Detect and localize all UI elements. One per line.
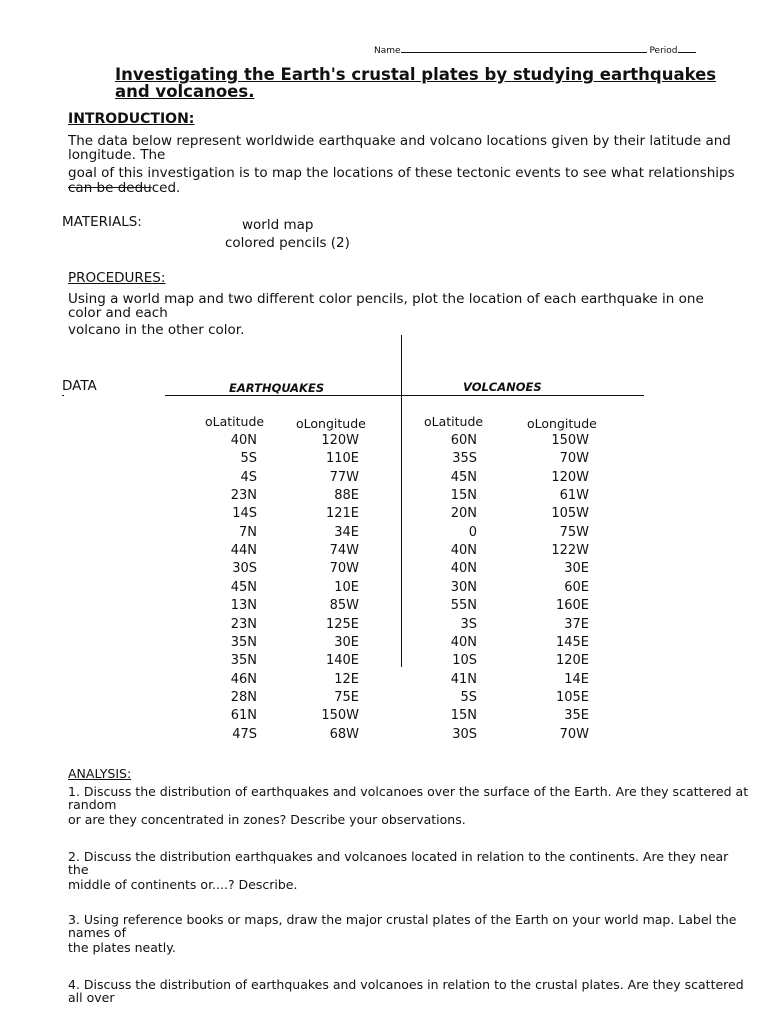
vol-latitude-cell: 30S (452, 726, 477, 742)
analysis-heading: ANALYSIS: (68, 766, 132, 781)
analysis-question-4 (68, 978, 744, 1004)
eq-longitude-cell: 10E (334, 579, 359, 595)
page-title (115, 66, 716, 100)
q3-line-1: 3. Using reference books or maps, draw the major crustal plates of the Earth on your world map. Label the (68, 912, 737, 927)
eq-longitude-heading: oLongitude (296, 416, 366, 431)
q1-line-2: random (68, 797, 117, 812)
vol-longitude-cell: 120W (551, 469, 589, 485)
q4-line-2: all over (68, 990, 115, 1005)
analysis-question-3 (68, 913, 737, 954)
table-divider (401, 335, 402, 667)
eq-longitude-cell: 34E (334, 524, 359, 540)
q2-line-3: middle of continents or....? Describe. (68, 877, 298, 892)
eq-longitude-cell: 110E (325, 451, 359, 467)
eq-longitude-cell: 140E (325, 653, 359, 669)
eq-latitude-cell: 61N (230, 708, 257, 724)
vol-longitude-heading: oLongitude (527, 416, 597, 431)
procedures-line-2: color and each (68, 305, 168, 321)
analysis-question-2 (68, 850, 728, 891)
eq-latitude-cell: 35N (230, 634, 257, 650)
procedures-text (68, 292, 704, 337)
name-field[interactable] (374, 44, 696, 56)
vol-longitude-cell: 145E (555, 634, 589, 650)
eq-longitude-cell: 12E (334, 671, 359, 687)
materials-label: MATERIALS: (62, 214, 142, 230)
eq-longitude-cell: 70W (329, 561, 359, 577)
eq-latitude-cell: 35N (230, 653, 257, 669)
vol-longitude-cell: 35E (564, 708, 589, 724)
vol-latitude-cell: 60N (450, 433, 477, 448)
q3-line-2: names of (68, 925, 126, 940)
eq-longitude-cell: 150W (321, 708, 359, 724)
eq-longitude-cell: 120W (321, 433, 359, 448)
introduction-text (68, 134, 735, 195)
name-blank[interactable] (401, 44, 647, 53)
vol-latitude-cell: 40N (450, 543, 477, 559)
intro-line-3: goal of this investigation is to map the locations of these tectonic events to see what relationships (68, 165, 735, 181)
vol-latitude-cell: 40N (450, 561, 477, 577)
eq-latitude-heading: oLatitude (205, 414, 265, 429)
eq-longitude-cell: 121E (325, 506, 359, 522)
period-label: Period (649, 46, 678, 56)
vol-latitude-cell: 20N (450, 506, 477, 522)
vol-latitude-cell: 10S (452, 653, 477, 669)
intro-rest-text: ced. (151, 180, 181, 196)
vol-longitude-cell: 61W (559, 488, 589, 504)
vol-latitude-cell: 5S (460, 689, 477, 705)
eq-longitude-cell: 88E (334, 488, 359, 504)
title-line-2: and volcanoes. (115, 82, 255, 101)
vol-longitude-cell: 70W (559, 726, 589, 742)
eq-latitude-cell: 30S (232, 561, 257, 577)
eq-latitude-cell: 46N (230, 671, 257, 687)
vol-latitude-cell: 15N (450, 488, 477, 504)
eq-longitude-cell: 68W (329, 726, 359, 742)
vol-longitude-cell: 30E (564, 561, 589, 577)
vol-latitude-cell: 41N (450, 671, 477, 687)
procedures-heading: PROCEDURES: (68, 270, 166, 286)
q3-line-3: the plates neatly. (68, 940, 176, 955)
eq-latitude-cell: 14S (232, 506, 257, 522)
eq-longitude-cell: 75E (334, 689, 359, 705)
q2-line-2: the (68, 862, 89, 877)
vol-longitude-cell: 122W (551, 543, 589, 559)
vol-latitude-cell: 0 (468, 524, 477, 540)
eq-latitude-cell: 44N (230, 543, 257, 559)
vol-longitude-cell: 75W (559, 524, 589, 540)
q1-line-3: or are they concentrated in zones? Describe your observations. (68, 812, 466, 827)
eq-longitude-cell: 125E (325, 616, 359, 632)
vol-latitude-cell: 35S (452, 451, 477, 467)
eq-longitude-cell: 74W (329, 543, 359, 559)
vol-latitude-cell: 40N (450, 634, 477, 650)
vol-latitude-heading: oLatitude (424, 414, 484, 429)
q2-line-1: 2. Discuss the distribution earthquakes and volcanoes located in relation to the continents. Are they near (68, 849, 729, 864)
intro-struck-text: can be dedu (68, 180, 152, 196)
eq-latitude-cell: 7N (239, 524, 257, 540)
title-line-1: Investigating the Earth's crustal plates by studying earthquakes (115, 65, 717, 84)
materials-item-world-map: world map (242, 217, 314, 233)
vol-longitude-cell: 105W (551, 506, 589, 522)
vol-longitude-cell: 14E (564, 671, 589, 687)
vol-latitude-cell: 3S (460, 616, 477, 632)
eq-latitude-cell: 45N (230, 579, 257, 595)
period-blank[interactable] (678, 44, 696, 53)
eq-latitude-cell: 13N (230, 598, 257, 614)
intro-line-4 (68, 181, 735, 195)
eq-longitude-cell: 85W (329, 598, 359, 614)
materials-item-colored-pencils: colored pencils (2) (225, 235, 350, 251)
data-label: DATA (62, 378, 97, 394)
eq-latitude-cell: 4S (240, 469, 257, 485)
vol-longitude-cell: 150W (551, 433, 589, 448)
vol-latitude-cell: 55N (450, 598, 477, 614)
vol-latitude-cell: 45N (450, 469, 477, 485)
vol-longitude-cell: 160E (555, 598, 589, 614)
eq-longitude-cell: 30E (334, 634, 359, 650)
eq-latitude-cell: 23N (230, 616, 257, 632)
earthquakes-heading: EARTHQUAKES (229, 381, 325, 395)
eq-latitude-cell: 47S (232, 726, 257, 742)
q1-line-1: 1. Discuss the distribution of earthquakes and volcanoes over the surface of the Earth. Are they scattered at (68, 784, 749, 799)
vol-latitude-cell: 30N (450, 579, 477, 595)
intro-line-2: longitude. The (68, 147, 166, 163)
eq-latitude-cell: 28N (230, 689, 257, 705)
data-label-underline (62, 395, 64, 396)
q4-line-1: 4. Discuss the distribution of earthquakes and volcanoes in relation to the crustal plates. Are they scattered (68, 977, 744, 992)
vol-longitude-cell: 70W (559, 451, 589, 467)
eq-latitude-cell: 23N (230, 488, 257, 504)
eq-latitude-cell: 5S (240, 451, 257, 467)
eq-longitude-cell: 77W (329, 469, 359, 485)
procedures-line-3: volcano in the other color. (68, 322, 245, 338)
vol-longitude-cell: 60E (564, 579, 589, 595)
procedures-line-1: Using a world map and two different color pencils, plot the location of each earthquake in one (68, 291, 704, 307)
analysis-question-1 (68, 785, 748, 826)
intro-line-1: The data below represent worldwide earthquake and volcano locations given by their latitude and (68, 133, 731, 149)
eq-latitude-cell: 40N (230, 433, 257, 448)
introduction-heading: INTRODUCTION: (68, 111, 195, 127)
table-header-rule (165, 395, 644, 396)
volcanoes-heading: VOLCANOES (463, 380, 542, 394)
vol-latitude-cell: 15N (450, 708, 477, 724)
name-label: Name (374, 46, 401, 56)
vol-longitude-cell: 105E (555, 689, 589, 705)
vol-longitude-cell: 37E (564, 616, 589, 632)
vol-longitude-cell: 120E (555, 653, 589, 669)
